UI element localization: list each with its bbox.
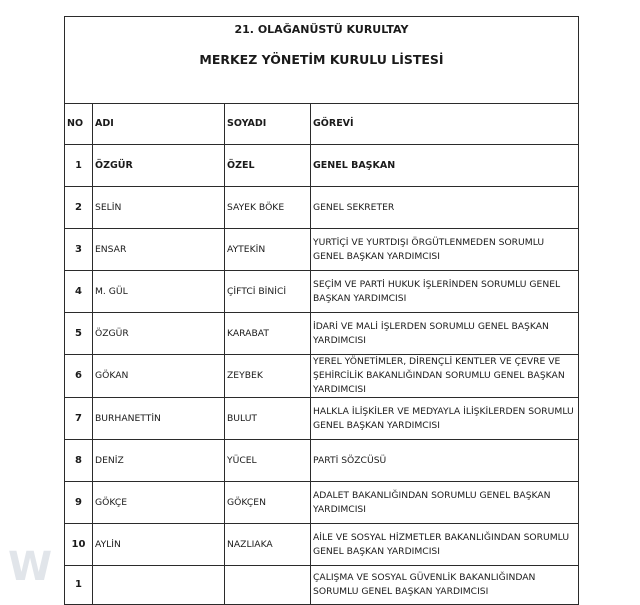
table-row [65,482,579,524]
row-name: ÖZGÜR [93,145,225,187]
list-title: MERKEZ YÖNETİM KURULU LİSTESİ [65,43,579,104]
table-row [65,398,579,440]
col-name: ADI [93,104,225,145]
row-role: YEREL YÖNETİMLER, DİRENÇLİ KENTLER VE ÇEVRE VE ŞEHİRCİLİK BAKANLIĞINDAN SORUMLU GENEL BAŞKAN YARDIMCISI [311,355,579,398]
row-role: HALKLA İLİŞKİLER VE MEDYAYLA İLİŞKİLERDEN SORUMLU GENEL BAŞKAN YARDIMCISI [311,398,579,440]
watermark-logo: W [8,544,54,590]
row-surname: NAZLIAKA [225,524,311,566]
row-surname [225,566,311,605]
row-no: 6 [65,355,93,398]
row-role: GENEL BAŞKAN [311,145,579,187]
board-list-table [64,16,579,605]
row-role: ADALET BAKANLIĞINDAN SORUMLU GENEL BAŞKAN YARDIMCISI [311,482,579,524]
column-header-row [65,104,579,145]
col-no: NO [65,104,93,145]
row-name [93,566,225,605]
row-surname: YÜCEL [225,440,311,482]
row-surname: AYTEKİN [225,229,311,271]
row-surname: BULUT [225,398,311,440]
table-row [65,313,579,355]
row-surname: ZEYBEK [225,355,311,398]
table-row [65,440,579,482]
row-name: GÖKAN [93,355,225,398]
col-role: GÖREVİ [311,104,579,145]
row-no: 1 [65,566,93,605]
row-role: ÇALIŞMA VE SOSYAL GÜVENLİK BAKANLIĞINDAN SORUMLU GENEL BAŞKAN YARDIMCISI [311,566,579,605]
row-role: PARTİ SÖZCÜSÜ [311,440,579,482]
row-no: 10 [65,524,93,566]
row-name: DENİZ [93,440,225,482]
table-row [65,524,579,566]
row-no: 7 [65,398,93,440]
row-role: İDARİ VE MALİ İŞLERDEN SORUMLU GENEL BAŞKAN YARDIMCISI [311,313,579,355]
row-no: 3 [65,229,93,271]
table-row [65,187,579,229]
row-no: 2 [65,187,93,229]
table-row [65,566,579,605]
row-role: GENEL SEKRETER [311,187,579,229]
row-name: AYLİN [93,524,225,566]
table-row [65,145,579,187]
row-role: AİLE VE SOSYAL HİZMETLER BAKANLIĞINDAN SORUMLU GENEL BAŞKAN YARDIMCISI [311,524,579,566]
row-surname: GÖKÇEN [225,482,311,524]
row-name: SELİN [93,187,225,229]
row-name: BURHANETTİN [93,398,225,440]
row-no: 8 [65,440,93,482]
row-name: M. GÜL [93,271,225,313]
col-surname: SOYADI [225,104,311,145]
row-no: 9 [65,482,93,524]
congress-title: 21. OLAĞANÜSTÜ KURULTAY [65,17,579,44]
row-surname: SAYEK BÖKE [225,187,311,229]
row-surname: KARABAT [225,313,311,355]
row-surname: ÇİFTCİ BİNİCİ [225,271,311,313]
row-no: 4 [65,271,93,313]
table-row [65,271,579,313]
table-row [65,229,579,271]
row-name: ENSAR [93,229,225,271]
row-role: SEÇİM VE PARTİ HUKUK İŞLERİNDEN SORUMLU GENEL BAŞKAN YARDIMCISI [311,271,579,313]
row-no: 5 [65,313,93,355]
table-row [65,355,579,398]
row-role: YURTİÇİ VE YURTDIŞI ÖRGÜTLENMEDEN SORUMLU GENEL BAŞKAN YARDIMCISI [311,229,579,271]
document-sheet [64,16,578,605]
row-name: GÖKÇE [93,482,225,524]
row-no: 1 [65,145,93,187]
row-name: ÖZGÜR [93,313,225,355]
row-surname: ÖZEL [225,145,311,187]
